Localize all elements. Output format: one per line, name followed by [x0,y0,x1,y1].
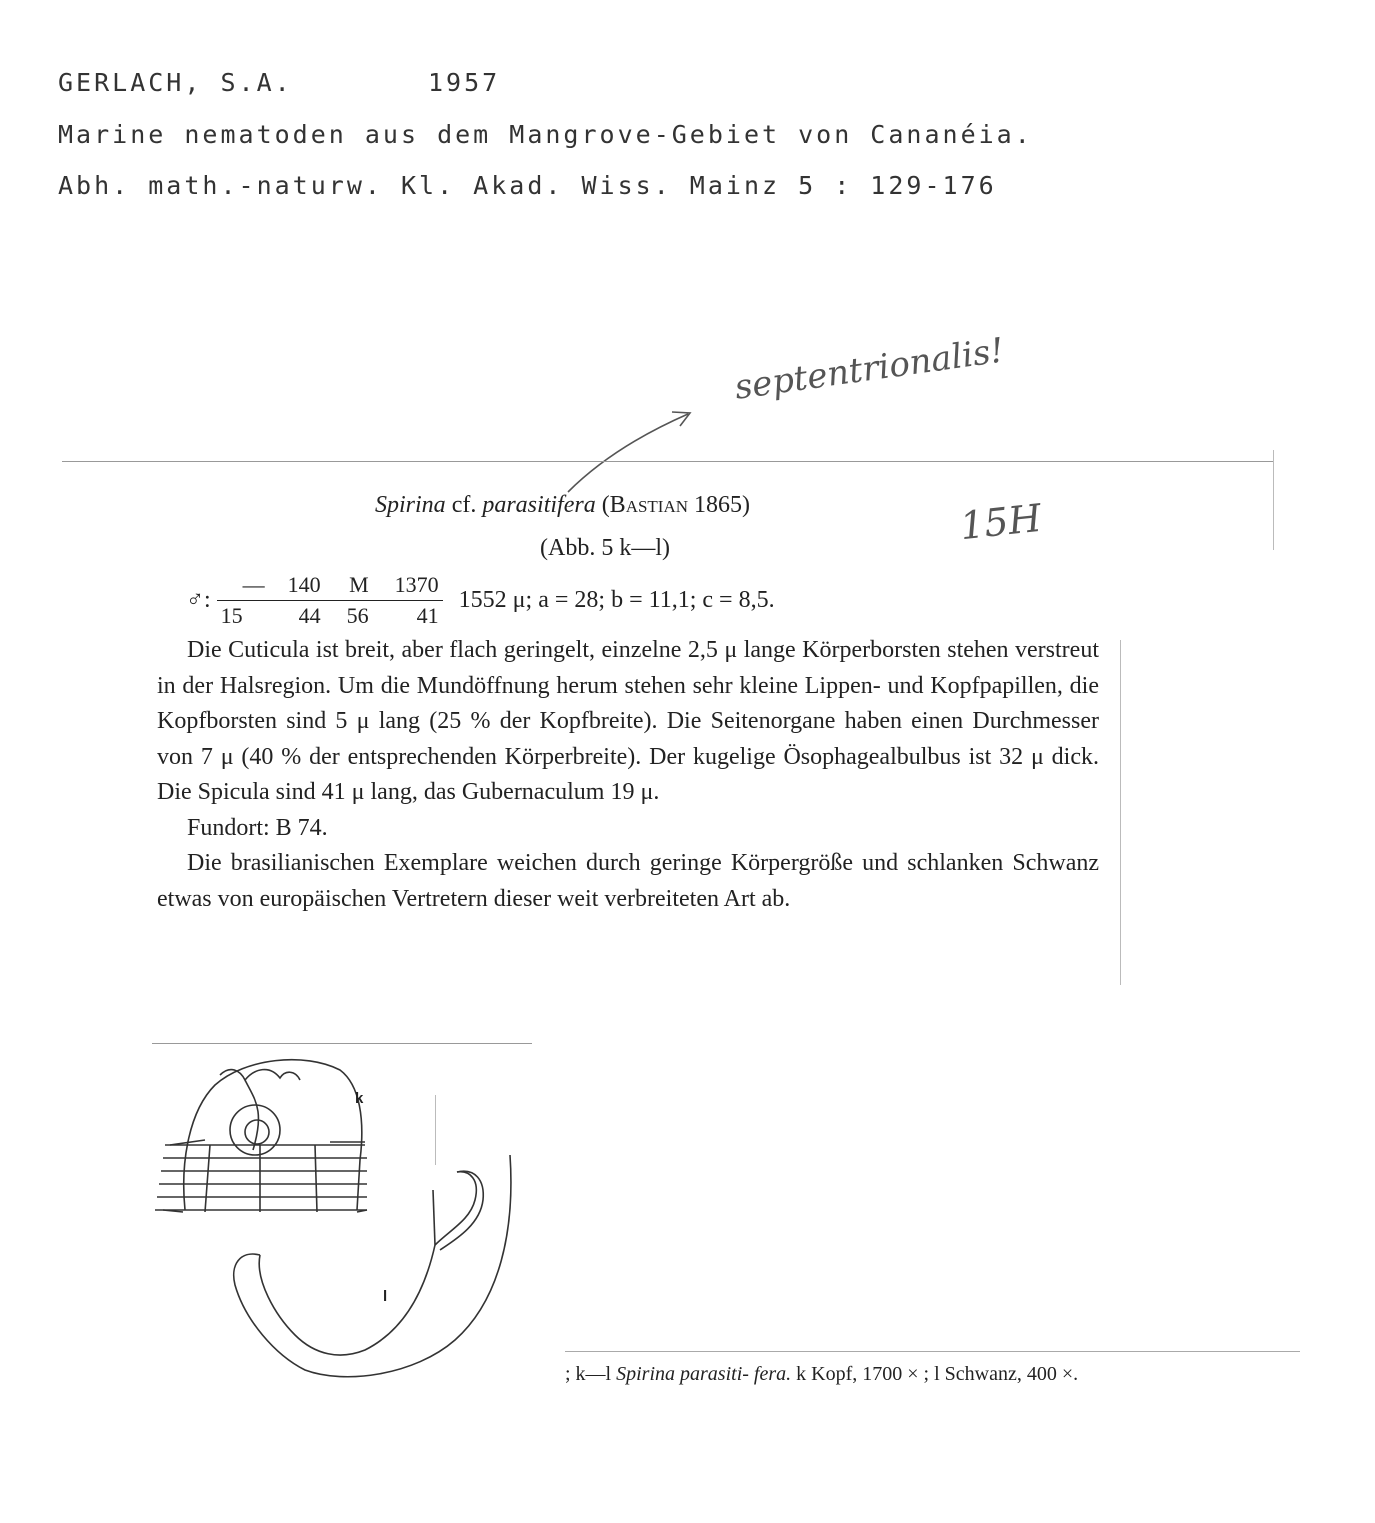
species-cf: cf. [451,492,477,518]
formula-bottom-cell: 56 [346,603,369,628]
species-title [375,492,750,519]
reference-title: Marine nematoden aus dem Mangrove-Gebiet von Cananéia. [58,120,1033,149]
clipping-top-edge [62,461,1274,462]
head-outline [184,1060,362,1210]
locality-paragraph: Fundort: B 74. [187,814,328,841]
formula-bottom-row [217,601,443,629]
formula-measurements: 1552 μ; a = 28; b = 11,1; c = 8,5. [458,587,775,613]
figure-label-l: l [383,1288,388,1305]
formula-top-row [217,572,443,601]
description-body [157,633,1099,917]
species-epithet: parasitifera [482,492,596,518]
caption-species-b: fera. [753,1363,792,1385]
formula-bottom-cell: 41 [416,603,439,628]
figure-reference: (Abb. 5 k—l) [540,535,670,561]
clipping-inner-edge [1120,640,1121,985]
handwritten-note: septentrionalis! [732,330,1007,408]
reference-year: 1957 [428,68,501,97]
reference-citation: Abh. math.-naturw. Kl. Akad. Wiss. Mainz 5 : 129-176 [58,171,997,200]
description-paragraph: Die Cuticula ist breit, aber flach geringelt, einzelne 2,5 μ lange Körperborsten stehen verstreut in der Halsregion. Um die Mundöffnung herum stehen sehr kleine Lippen- und Kopfpapillen, die Kopfborsten sind 5 μ lang (25 % der Kopfbreite). Die Seitenorgane haben einen Durchmesser von 7 μ (40 % der entsprechenden Körperbreite). Der kugelige Ösophagealbulbus ist 32 μ dick. Die Spicula sind 41 μ lang, das Gubernaculum 19 μ. [157,637,1099,805]
handwritten-arrow [560,400,700,500]
handwritten-code: 15H [957,495,1044,549]
sex-symbol: ♂: [186,587,211,613]
formula-top-cell: — [242,572,265,597]
formula-top-cell: M [349,572,369,597]
caption-prefix: ; k—l [565,1363,612,1385]
formula-top-cell: 140 [287,572,321,597]
clipping-right-edge [1273,450,1274,550]
figure-label-k: k [355,1090,364,1107]
species-authority: (Bastian 1865) [601,492,751,518]
formula-fraction [217,572,443,629]
de-man-formula [186,572,775,629]
caption-clipping-edge [565,1351,1300,1352]
figure-caption [565,1363,1078,1386]
formula-bottom-cell: 15 [220,603,243,628]
nematode-drawing [135,1050,535,1410]
author-name: GERLACH, S.A. [58,68,293,97]
remarks-paragraph: Die brasilianischen Exemplare weichen durch geringe Körpergröße und schlanken Schwanz etwas von europäischen Vertretern dieser weit verbreiteten Art ab. [157,850,1099,912]
reference-author [58,68,293,97]
formula-top-cell: 1370 [394,572,439,597]
figure-clipping-edge [152,1043,532,1044]
caption-rest: k Kopf, 1700 × ; l Schwanz, 400 ×. [796,1363,1079,1385]
formula-bottom-cell: 44 [298,603,321,628]
caption-species-a: Spirina parasiti- [616,1363,749,1385]
species-genus: Spirina [375,492,446,518]
